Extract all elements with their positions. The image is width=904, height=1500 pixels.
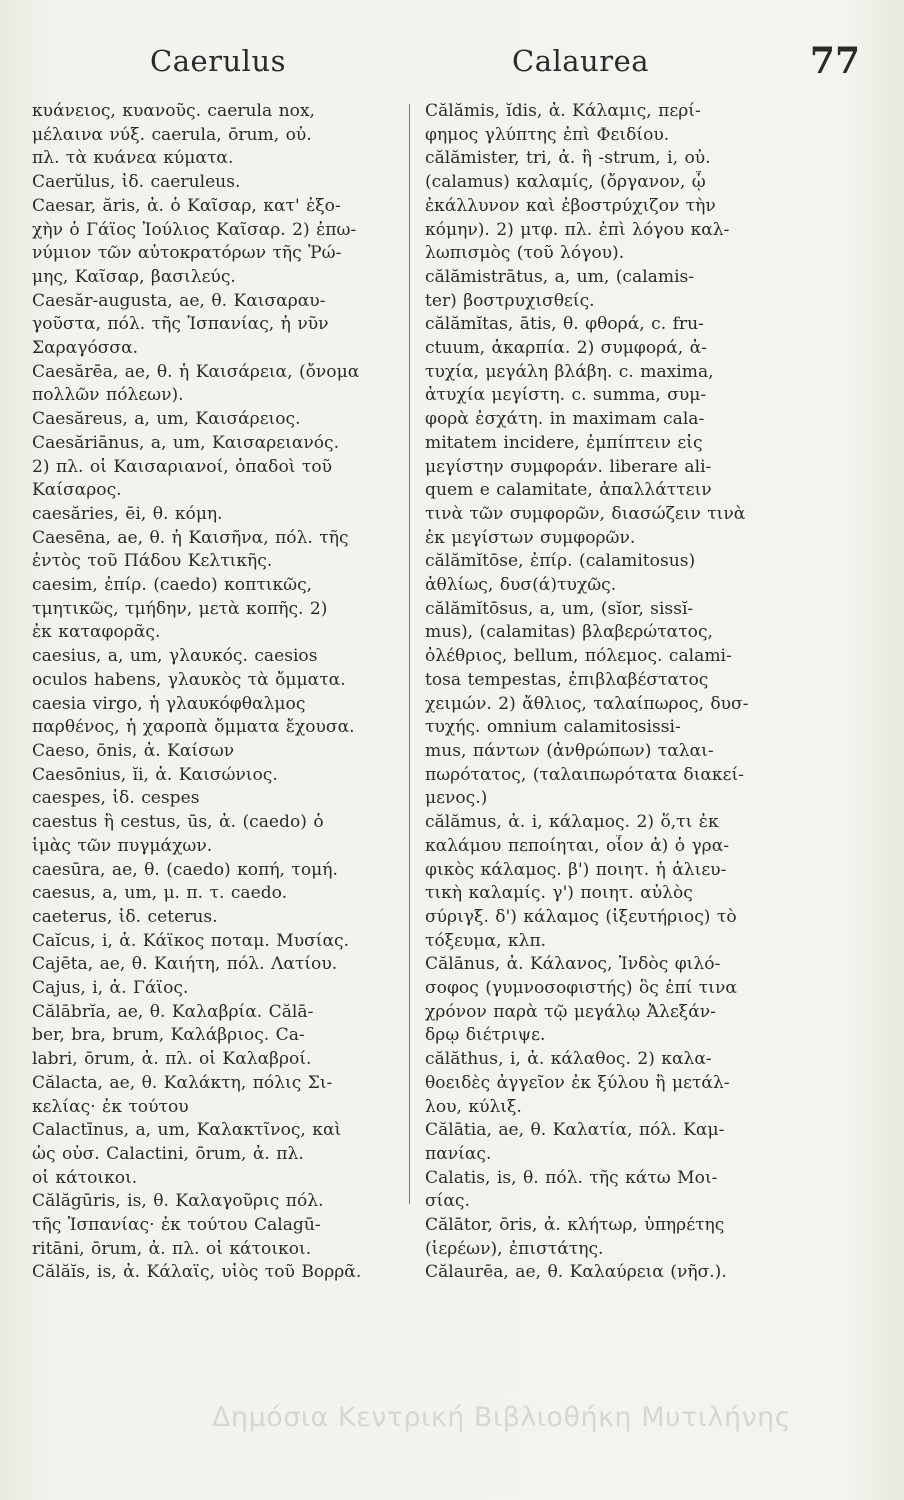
- dictionary-line: τινὰ τῶν συμφορῶν, διασώζειν τινὰ: [425, 503, 746, 524]
- dictionary-line: πολλῶν πόλεων).: [32, 385, 184, 406]
- dictionary-line: Călānus, ἀ. Κάλανος, Ἰνδὸς φιλό-: [425, 954, 721, 975]
- dictionary-line: Călăĭs, is, ἀ. Κάλαϊς, υἱὸς τοῦ Βορρᾶ.: [32, 1262, 362, 1283]
- dictionary-line: Călābrĭa, ae, θ. Καλαβρία. Călā-: [32, 1001, 314, 1022]
- dictionary-line: οἱ κάτοικοι.: [32, 1167, 138, 1188]
- dictionary-line: φορὰ ἐσχάτη. in maximam cala-: [425, 409, 705, 430]
- dictionary-line: Σαραγόσσα.: [32, 338, 139, 359]
- dictionary-line: Călātia, ae, θ. Καλατία, πόλ. Καμ-: [425, 1120, 725, 1141]
- dictionary-line: Caesăreus, a, um, Καισάρειος.: [32, 409, 301, 430]
- dictionary-line: călămistrātus, a, um, (calamis-: [425, 266, 695, 287]
- dictionary-line: caesius, a, um, γλαυκός. caesios: [32, 646, 318, 667]
- dictionary-line: Caesar, ăris, ἀ. ὁ Καῖσαρ, κατ' ἐξο-: [32, 195, 341, 216]
- dictionary-line: caesia virgo, ἡ γλαυκόφθαλμος: [32, 693, 306, 714]
- dictionary-line: ber, bra, brum, Καλάβριος. Ca-: [32, 1025, 305, 1046]
- dictionary-line: Cajus, i, ἀ. Γάϊος.: [32, 978, 189, 999]
- header-right-guide-word: Calaurea: [512, 44, 650, 78]
- dictionary-line: caesus, a, um, μ. π. τ. caedo.: [32, 883, 288, 904]
- dictionary-line: πωρότατος, (ταλαιπωρότατα διακεί-: [425, 764, 744, 785]
- dictionary-line: τυχία, μεγάλη βλάβη. c. maxima,: [425, 361, 714, 382]
- dictionary-line: χειμών. 2) ἄθλιος, ταλαίπωρος, δυσ-: [425, 693, 749, 714]
- dictionary-line: călămĭtōsus, a, um, (sĭor, sissĭ-: [425, 598, 694, 619]
- right-column: [425, 100, 820, 1285]
- dictionary-line: πλ. τὰ κυάνεα κύματα.: [32, 148, 234, 169]
- dictionary-line: ctuum, ἀκαρπία. 2) συμφορά, ἀ-: [425, 338, 707, 359]
- dictionary-line: ἐκ μεγίστων συμφορῶν.: [425, 527, 636, 548]
- dictionary-line: călăthus, i, ἀ. κάλαθος. 2) καλα-: [425, 1049, 712, 1070]
- dictionary-line: ἐκάλλυνον καὶ ἐβοστρύχιζον τὴν: [425, 195, 716, 216]
- dictionary-line: ἱμὰς τῶν πυγμάχων.: [32, 835, 213, 856]
- dictionary-line: τμητικῶς, τμήδην, μετὰ κοπῆς. 2): [32, 598, 328, 619]
- dictionary-line: Caesărēa, ae, θ. ἡ Καισάρεια, (ὄνομα: [32, 361, 360, 382]
- dictionary-line: τικὴ καλαμίς. γ') ποιητ. αὐλὸς: [425, 883, 693, 904]
- dictionary-line: ἐντὸς τοῦ Πάδου Κελτικῆς.: [32, 551, 273, 572]
- dictionary-line: Călacta, ae, θ. Καλάκτη, πόλις Σι-: [32, 1072, 333, 1093]
- header-left-guide-word: Caerulus: [150, 44, 287, 78]
- dictionary-line: 2) πλ. οἱ Καισαριανοί, ὀπαδοὶ τοῦ: [32, 456, 333, 477]
- dictionary-line: Caesăriānus, a, um, Καισαρειανός.: [32, 432, 340, 453]
- dictionary-line: Caesēna, ae, θ. ἡ Καισῆνα, πόλ. τῆς: [32, 527, 349, 548]
- dictionary-line: Calatis, is, θ. πόλ. τῆς κάτω Μοι-: [425, 1167, 718, 1188]
- dictionary-line: caestus ἢ cestus, ūs, ἀ. (caedo) ὁ: [32, 812, 324, 833]
- dictionary-line: oculos habens, γλαυκὸς τὰ ὄμματα.: [32, 669, 346, 690]
- dictionary-line: πανίας.: [425, 1143, 492, 1164]
- dictionary-line: Caesăr-augusta, ae, θ. Καισαραυ-: [32, 290, 326, 311]
- dictionary-line: mus), (calamitas) βλαβερώτατος,: [425, 622, 713, 643]
- dictionary-line: δρῳ διέτριψε.: [425, 1025, 546, 1046]
- dictionary-line: Caerŭlus, ἰδ. caeruleus.: [32, 172, 241, 193]
- dictionary-line: χὴν ὁ Γάϊος Ἰούλιος Καῖσαρ. 2) ἐπω-: [32, 219, 357, 240]
- dictionary-line: λου, κύλιξ.: [425, 1096, 522, 1117]
- dictionary-line: Cajēta, ae, θ. Καιήτη, πόλ. Λατίου.: [32, 954, 338, 975]
- dictionary-line: (ἱερέων), ἐπιστάτης.: [425, 1238, 604, 1259]
- library-watermark: Δημόσια Κεντρική Βιβλιοθήκη Μυτιλήνης: [212, 1402, 792, 1433]
- left-column: [32, 100, 427, 1285]
- dictionary-line: Călăgūris, is, θ. Καλαγοῦρις πόλ.: [32, 1191, 324, 1212]
- dictionary-line: quem e calamitate, ἀπαλλάττειν: [425, 480, 712, 501]
- dictionary-line: Caĭcus, i, ἀ. Κάϊκος ποταμ. Μυσίας.: [32, 930, 350, 951]
- dictionary-line: ὀλέθριος, bellum, πόλεμος. calami-: [425, 646, 732, 667]
- dictionary-line: τόξευμα, κλπ.: [425, 930, 547, 951]
- dictionary-line: ὡς οὐσ. Calactini, ōrum, ἀ. πλ.: [32, 1143, 304, 1164]
- dictionary-line: σίας.: [425, 1191, 470, 1212]
- dictionary-line: φημος γλύπτης ἐπὶ Φειδίου.: [425, 124, 670, 145]
- dictionary-line: φικὸς κάλαμος. β') ποιητ. ἡ ἁλιευ-: [425, 859, 727, 880]
- dictionary-line: τυχής. omnium calamitosissi-: [425, 717, 681, 738]
- dictionary-line: călămĭtōse, ἐπίρ. (calamitosus): [425, 551, 696, 572]
- dictionary-line: Calactīnus, a, um, Καλακτῖνος, καὶ: [32, 1120, 342, 1141]
- dictionary-line: caesūra, ae, θ. (caedo) κοπή, τομή.: [32, 859, 338, 880]
- dictionary-line: νύμιον τῶν αὐτοκρατόρων τῆς Ῥώ-: [32, 243, 342, 264]
- dictionary-line: caespes, ἰδ. cespes: [32, 788, 200, 809]
- dictionary-line: παρθένος, ἡ χαροπὰ ὄμματα ἔχουσα.: [32, 717, 355, 738]
- dictionary-line: σοφος (γυμνοσοφιστής) ὃς ἐπί τινα: [425, 978, 737, 999]
- dictionary-line: Călātor, ōris, ἀ. κλήτωρ, ὑπηρέτης: [425, 1215, 725, 1236]
- dictionary-line: Călaurēa, ae, θ. Καλαύρεια (νῆσ.).: [425, 1262, 727, 1283]
- dictionary-line: σύριγξ. δ') κάλαμος (ἰξευτήριος) τὸ: [425, 906, 737, 927]
- dictionary-line: caeterus, ἰδ. ceterus.: [32, 906, 218, 927]
- dictionary-line: καλάμου πεποίηται, οἷον ἀ) ὁ γρα-: [425, 835, 730, 856]
- dictionary-line: ἀτυχία μεγίστη. c. summa, συμ-: [425, 385, 707, 406]
- dictionary-line: μέλαινα νύξ. caerula, ōrum, οὐ.: [32, 124, 312, 145]
- dictionary-line: ἐκ καταφορᾶς.: [32, 622, 161, 643]
- dictionary-line: ter) βοστρυχισθείς.: [425, 290, 595, 311]
- dictionary-line: călămister, tri, ἀ. ἢ -strum, i, οὐ.: [425, 148, 711, 169]
- dictionary-line: Καίσαρος.: [32, 480, 122, 501]
- dictionary-line: κυάνειος, κυανοῦς. caerula nox,: [32, 101, 315, 121]
- dictionary-line: θοειδὲς ἀγγεῖον ἐκ ξύλου ἢ μετάλ-: [425, 1072, 730, 1093]
- dictionary-line: γοῦστα, πόλ. τῆς Ἱσπανίας, ἡ νῦν: [32, 314, 329, 335]
- dictionary-line: Caeso, ōnis, ἀ. Καίσων: [32, 740, 235, 761]
- dictionary-line: ἀθλίως, δυσ(ά)τυχῶς.: [425, 575, 617, 596]
- dictionary-line: μης, Καῖσαρ, βασιλεύς.: [32, 266, 236, 287]
- page-number: 77: [809, 40, 860, 82]
- dictionary-line: χρόνον παρὰ τῷ μεγάλῳ Ἀλεξάν-: [425, 1001, 716, 1022]
- dictionary-line: Călămis, ĭdis, ἀ. Κάλαμις, περί-: [425, 101, 701, 121]
- dictionary-line: τῆς Ἱσπανίας· ἐκ τούτου Calagū-: [32, 1215, 321, 1236]
- dictionary-line: mus, πάντων (ἀνθρώπων) ταλαι-: [425, 740, 714, 761]
- dictionary-line: mitatem incidere, ἐμπίπτειν εἰς: [425, 432, 703, 453]
- dictionary-line: κόμην). 2) μτφ. πλ. ἐπὶ λόγου καλ-: [425, 219, 730, 240]
- dictionary-line: μενος.): [425, 788, 488, 809]
- dictionary-line: caesim, ἐπίρ. (caedo) κοπτικῶς,: [32, 575, 313, 596]
- dictionary-line: tosa tempestas, ἐπιβλαβέστατος: [425, 669, 709, 690]
- dictionary-line: ritāni, ōrum, ἀ. πλ. οἱ κάτοικοι.: [32, 1238, 312, 1259]
- dictionary-line: μεγίστην συμφοράν. liberare ali-: [425, 456, 712, 477]
- dictionary-line: κελίας· ἐκ τούτου: [32, 1096, 189, 1117]
- dictionary-line: caesăries, ēi, θ. κόμη.: [32, 503, 223, 524]
- running-header: [60, 40, 860, 94]
- dictionary-line: călămĭtas, ātis, θ. φθορά, c. fru-: [425, 314, 704, 335]
- dictionary-line: λωπισμὸς (τοῦ λόγου).: [425, 243, 625, 264]
- dictionary-line: (calamus) καλαμίς, (ὄργανον, ᾧ: [425, 172, 706, 193]
- dictionary-line: Caesōnius, ĭi, ἀ. Καισώνιος.: [32, 764, 278, 785]
- dictionary-line: labri, ōrum, ἀ. πλ. οἱ Καλαβροί.: [32, 1049, 312, 1070]
- dictionary-line: călămus, ἀ. i, κάλαμος. 2) ὅ,τι ἐκ: [425, 812, 719, 833]
